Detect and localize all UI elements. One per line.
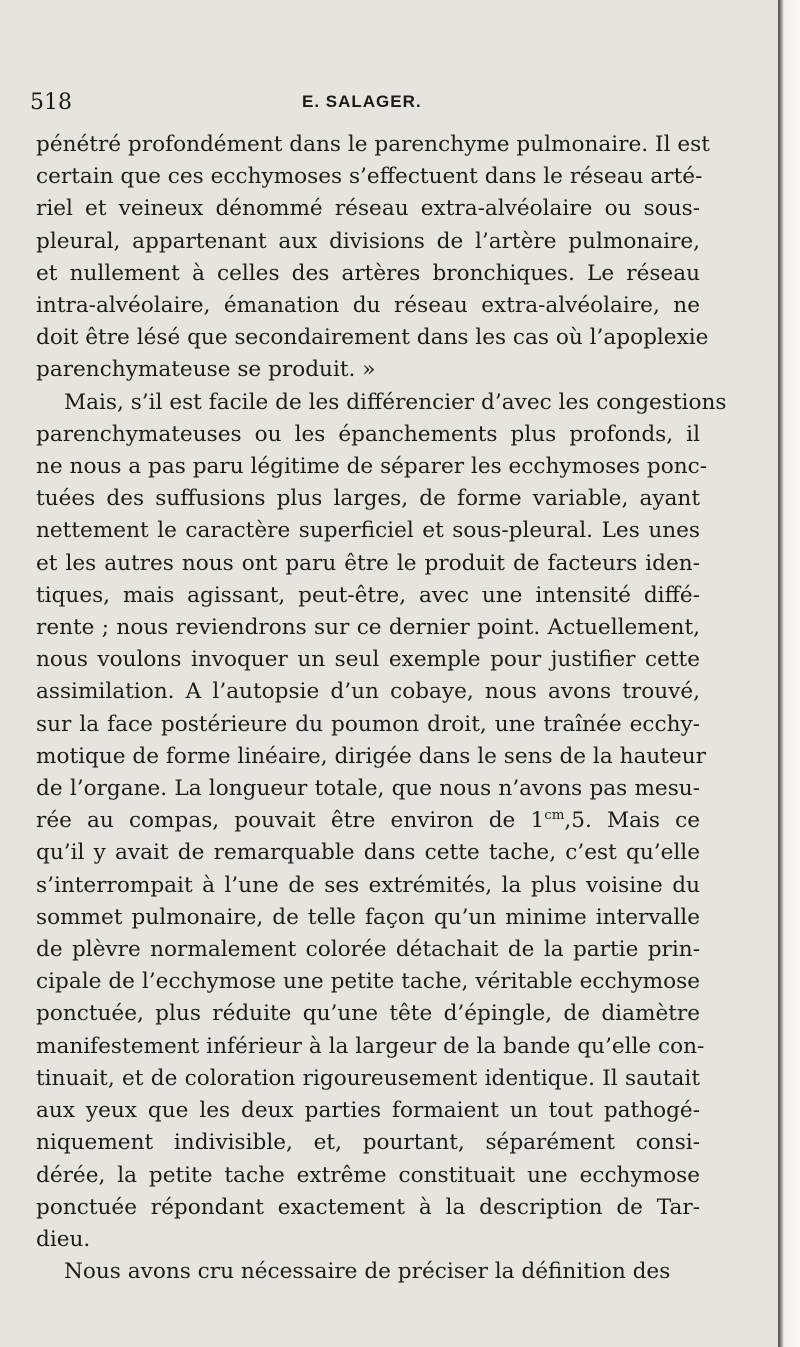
text-line: intra-alvéolaire, émanation du réseau extra-alvéolaire, ne: [36, 293, 700, 319]
text-line: rente ; nous reviendrons sur ce dernier point. Actuellement,: [36, 615, 700, 641]
text-line: motique de forme linéaire, dirigée dans le sens de la hauteur: [36, 743, 706, 769]
text-line: de plèvre normalement colorée détachait de la partie prin-: [36, 937, 700, 963]
text-line: sur la face postérieure du poumon droit, une traînée ecchy-: [36, 711, 700, 737]
text-line: nous voulons invoquer un seul exemple pour justifier cette: [36, 647, 700, 673]
page-header: [30, 90, 720, 126]
text-line: parenchymateuse se produit. »: [36, 357, 376, 383]
text-line: tiques, mais agissant, peut-être, avec une intensité diffé-: [36, 582, 700, 608]
text-line: doit être lésé que secondairement dans les cas où l’apoplexie: [36, 325, 709, 351]
text-line: de l’organe. La longueur totale, que nous n’avons pas mesu-: [36, 776, 700, 802]
text-line: et les autres nous ont paru être le produit de facteurs iden-: [36, 550, 700, 576]
text-line: ponctuée, plus réduite qu’une tête d’épingle, de diamètre: [36, 1001, 700, 1027]
page-number: 518: [30, 90, 72, 115]
page-gutter-edge: [778, 0, 800, 1347]
text-line: ne nous a pas paru légitime de séparer les ecchymoses ponc-: [36, 454, 708, 480]
text-line: ponctuée répondant exactement à la description de Tar-: [36, 1194, 700, 1220]
text-line: tinuait, et de coloration rigoureusement identique. Il sautait: [36, 1065, 700, 1091]
body-text: [36, 129, 727, 1288]
text-line: s’interrompait à l’une de ses extrémités, la plus voisine du: [36, 872, 700, 898]
text-line: riel et veineux dénommé réseau extra-alvéolaire ou sous-: [36, 196, 700, 222]
text-line: pleural, appartenant aux divisions de l’artère pulmonaire,: [36, 228, 700, 254]
text-line: assimilation. A l’autopsie d’un cobaye, nous avons trouvé,: [36, 679, 700, 705]
text-line: niquement indivisible, et, pourtant, séparément consi-: [36, 1130, 700, 1156]
paragraph-start: Mais, s’il est facile de les différencier d’avec les congestions: [64, 389, 727, 415]
text-line: nettement le caractère superficiel et sous-pleural. Les unes: [36, 518, 700, 544]
text-line: et nullement à celles des artères bronchiques. Le réseau: [36, 260, 700, 286]
measure-unit: cm: [544, 808, 565, 824]
running-head: E. SALAGER.: [302, 92, 422, 111]
text-line: dérée, la petite tache extrême constituait une ecchymose: [36, 1162, 700, 1188]
text-line: qu’il y avait de remarquable dans cette tache, c’est qu’elle: [36, 840, 700, 866]
text-line: pénétré profondément dans le parenchyme pulmonaire. Il est: [36, 132, 710, 157]
text-line: sommet pulmonaire, de telle façon qu’un minime intervalle: [36, 904, 700, 930]
text-line: aux yeux que les deux parties formaient un tout pathogé-: [36, 1098, 700, 1124]
text-line: certain que ces ecchymoses s’effectuent dans le réseau arté-: [36, 164, 703, 190]
measure-lead: rée au compas, pouvait être environ de 1: [36, 808, 545, 834]
measure-tail: ,5. Mais ce: [564, 808, 700, 834]
text-line-measurement: [36, 805, 700, 837]
text-line: parenchymateuses ou les épanchements plus profonds, il: [36, 421, 700, 447]
text-line: dieu.: [36, 1226, 91, 1252]
paragraph-start: Nous avons cru nécessaire de préciser la définition des: [64, 1259, 671, 1285]
text-line: manifestement inférieur à la largeur de la bande qu’elle con-: [36, 1033, 705, 1059]
text-line: tuées des suffusions plus larges, de forme variable, ayant: [36, 486, 700, 512]
text-line: cipale de l’ecchymose une petite tache, véritable ecchymose: [36, 969, 700, 995]
